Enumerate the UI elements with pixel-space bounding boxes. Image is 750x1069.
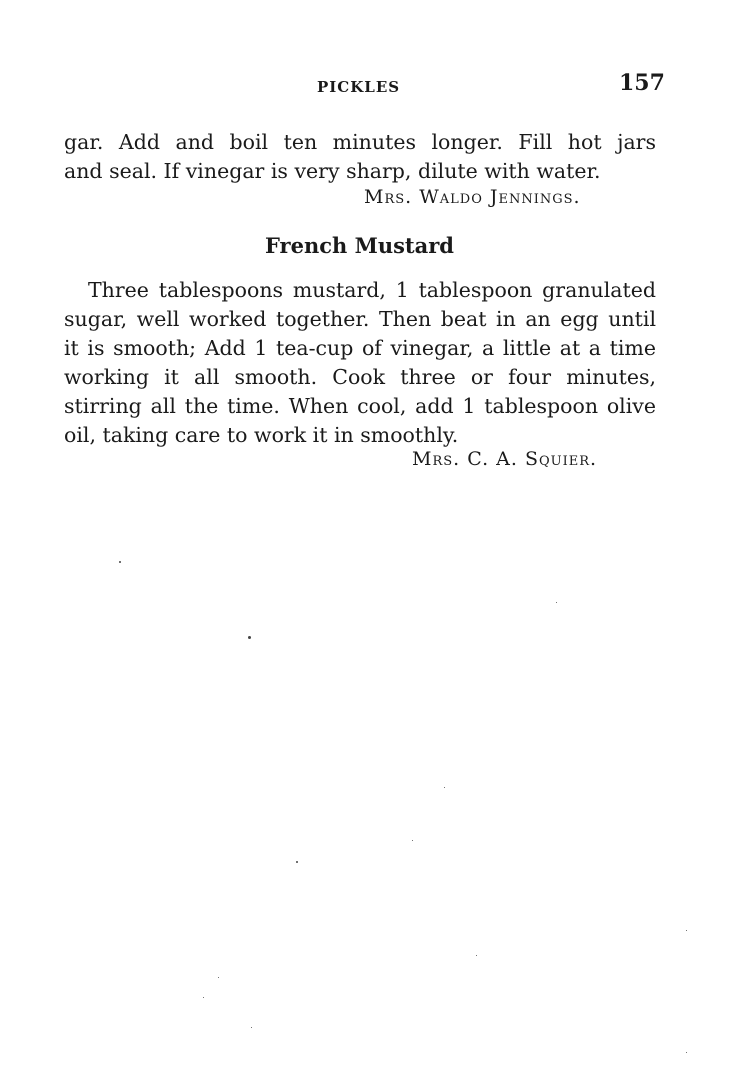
continuation-paragraph [64, 128, 656, 186]
scan-speck [412, 840, 413, 841]
recipe-signature: Mrs. Waldo Jennings. [364, 186, 581, 208]
scan-speck [251, 1027, 252, 1028]
scan-speck [248, 636, 251, 639]
text-line: sugar, well worked together. Then beat in an egg until [64, 307, 656, 331]
scan-speck [556, 602, 557, 603]
text-line: Three tablespoons mustard, 1 tablespoon granulated [88, 278, 656, 302]
recipe-paragraph [64, 276, 656, 450]
running-head: PICKLES [317, 78, 401, 96]
scan-speck [444, 787, 445, 788]
scan-speck [686, 1052, 687, 1053]
scan-speck [218, 977, 219, 978]
scan-speck [476, 955, 477, 956]
scan-speck [686, 930, 687, 931]
page-number: 157 [619, 70, 665, 96]
text-line: stirring all the time. When cool, add 1 tablespoon olive [64, 394, 656, 418]
text-line: working it all smooth. Cook three or four minutes, [64, 365, 656, 389]
text-line: gar. Add and boil ten minutes longer. Fill hot jars [64, 130, 656, 154]
text-line: and seal. If vinegar is very sharp, dilute with water. [64, 159, 601, 183]
text-line: oil, taking care to work it in smoothly. [64, 423, 459, 447]
text-line: it is smooth; Add 1 tea-cup of vinegar, a little at a time [64, 336, 656, 360]
recipe-title: French Mustard [265, 233, 454, 258]
scan-speck [119, 561, 121, 563]
scan-speck [296, 861, 298, 863]
recipe-signature: Mrs. C. A. Squier. [412, 448, 598, 470]
scan-speck [203, 997, 204, 998]
